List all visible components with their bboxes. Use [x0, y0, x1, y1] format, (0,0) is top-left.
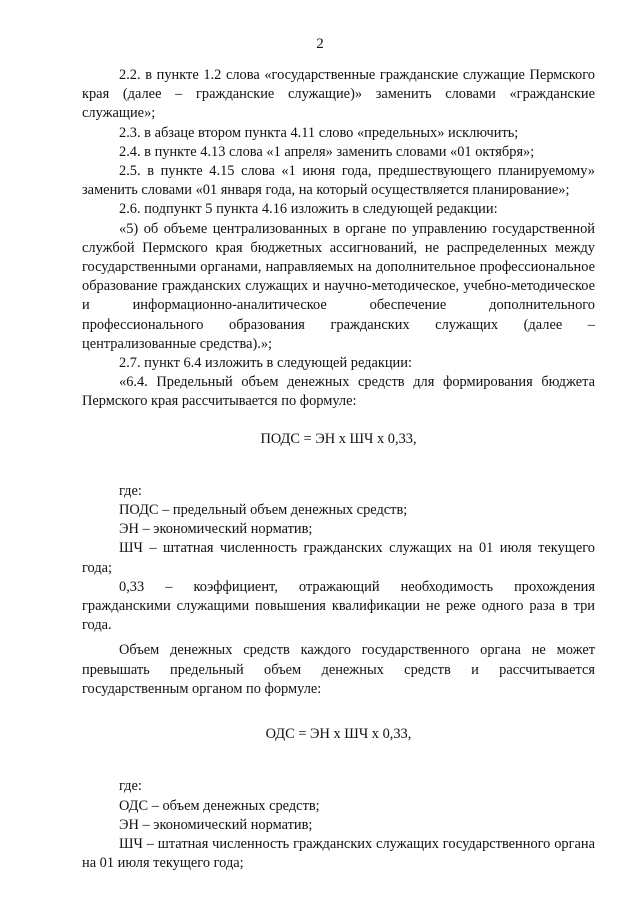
definition-where-1: где:: [119, 482, 142, 499]
definition-pods: ПОДС – предельный объем денежных средств;: [119, 502, 408, 519]
paragraph-2-3: 2.3. в абзаце втором пункта 4.11 слово «предельных» исключить;: [119, 124, 519, 141]
paragraph-6-4: «6.4. Предельный объем денежных средств для формирования бюджета Пермского края рассчитывается по формуле:: [82, 374, 595, 410]
definition-en-1: ЭН – экономический норматив;: [119, 521, 313, 538]
paragraph-ods-intro: Объем денежных средств каждого государственного органа не может превышать предельный объем денежных средств и рассчитывается государственным органом по формуле:: [82, 642, 595, 697]
page-number: 2: [316, 36, 324, 52]
definition-en-2: ЭН – экономический норматив;: [119, 816, 313, 833]
paragraph-2-2: 2.2. в пункте 1.2 слова «государственные гражданские служащие Пермского края (далее – гражданские служащие)» заменить словами «гражданские служащие»;: [82, 67, 595, 122]
definition-ods: ОДС – объем денежных средств;: [119, 797, 320, 814]
definition-where-2: где:: [119, 778, 142, 795]
formula-ods: ОДС = ЭН х ШЧ х 0,33,: [265, 726, 412, 743]
definition-coefficient: 0,33 – коэффициент, отражающий необходимость прохождения гражданскими служащими повышения квалификации не реже одного раза в три года.: [82, 578, 595, 634]
paragraph-2-6: 2.6. подпункт 5 пункта 4.16 изложить в следующей редакции:: [119, 201, 498, 218]
formula-pods: ПОДС = ЭН х ШЧ х 0,33,: [260, 430, 417, 447]
paragraph-subpoint-5: «5) об объеме централизованных в органе по управлению государственной службой Пермского края бюджетных ассигнований, не распределенных между государственными органами, направляемых на дополнительное профессиональное образование гражданских служащих и научно-методическое, учебно-методическое и информационно-аналитическое обеспечение дополнительного профессионального образования гражданских служащих (далее – централизованные средства).»;: [82, 220, 595, 352]
paragraph-2-7: 2.7. пункт 6.4 изложить в следующей редакции:: [119, 355, 412, 372]
paragraph-2-5: 2.5. в пункте 4.15 слова «1 июня года, предшествующего планируемому» заменить словами «01 января года, на который осуществляется планирование»;: [82, 163, 595, 199]
definition-shch-2: ШЧ – штатная численность гражданских служащих государственного органа на 01 июля текущего года;: [82, 835, 595, 872]
document-body: [82, 66, 595, 873]
paragraph-2-4: 2.4. в пункте 4.13 слова «1 апреля» заменить словами «01 октября»;: [119, 143, 535, 160]
definition-shch-1: ШЧ – штатная численность гражданских служащих на 01 июля текущего года;: [82, 540, 595, 576]
